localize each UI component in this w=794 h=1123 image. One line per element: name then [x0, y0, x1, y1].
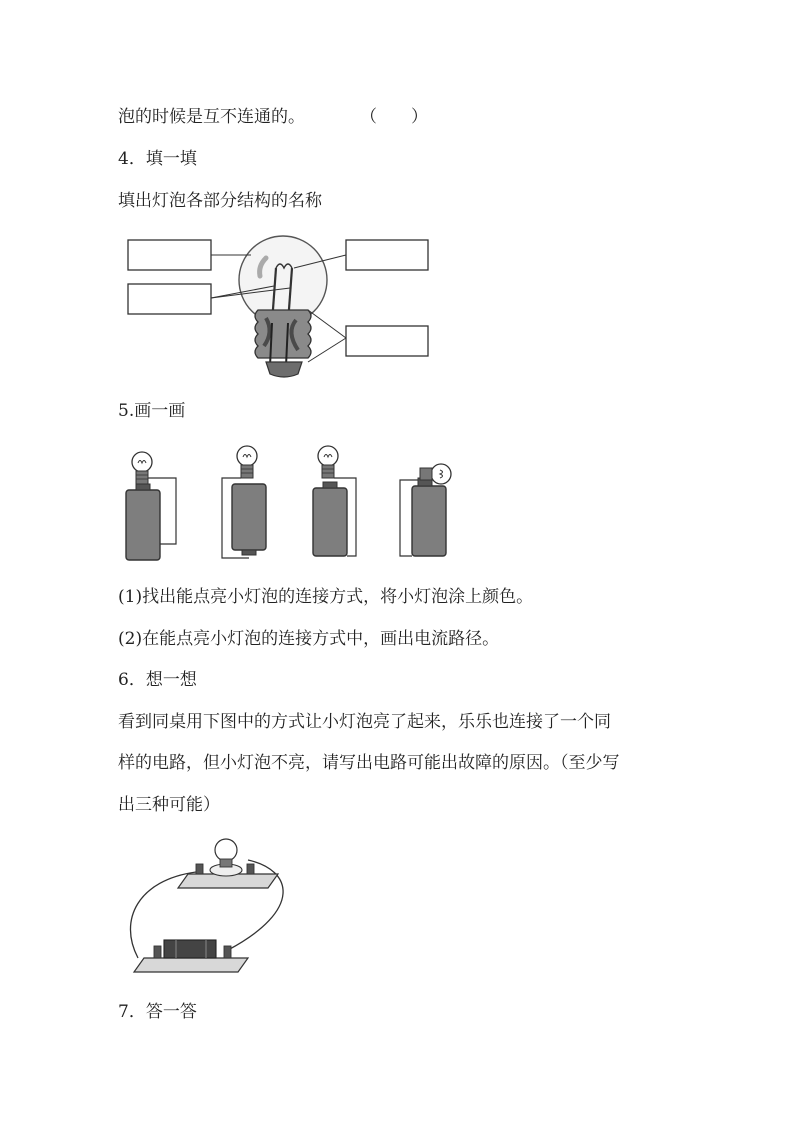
circuit-4[interactable] — [400, 464, 451, 556]
q4-title: 4．填一填 — [118, 149, 197, 169]
q7-title: 7．答一答 — [118, 1002, 197, 1022]
bulb-label-box-3[interactable] — [346, 240, 428, 270]
battery-board-shape — [134, 958, 248, 972]
circuit-2[interactable] — [222, 446, 266, 558]
battery-shape — [164, 940, 216, 958]
battery-bulb-circuits — [118, 440, 458, 565]
circuit-board-diagram — [118, 830, 308, 985]
q6-title: 6．想一想 — [118, 670, 197, 690]
q6-line-2: 样的电路，但小灯泡不亮，请写出电路可能出故障的原因。（至少写 — [118, 753, 620, 773]
q5-title: 5.画一画 — [118, 401, 186, 421]
q6-line-3: 出三种可能） — [118, 795, 220, 815]
q3-answer-bracket[interactable]: （ ） — [360, 107, 428, 127]
q5-item-1: (1)找出能点亮小灯泡的连接方式，将小灯泡涂上颜色。 — [118, 587, 534, 607]
screw-base-shape — [255, 310, 311, 358]
bulb-structure-diagram — [118, 228, 438, 388]
bulb-label-box-4[interactable] — [346, 326, 428, 356]
circuit-3[interactable] — [313, 446, 356, 556]
circuit-1[interactable] — [126, 452, 176, 560]
q4-prompt: 填出灯泡各部分结构的名称 — [118, 191, 322, 211]
q3-text: 泡的时候是互不连通的。 — [118, 107, 305, 127]
bulb-contact-shape — [266, 362, 302, 377]
bulb-label-box-2[interactable] — [128, 284, 211, 314]
bulb-label-box-1[interactable] — [128, 240, 211, 270]
q5-item-2: (2)在能点亮小灯泡的连接方式中，画出电流路径。 — [118, 629, 500, 649]
q6-line-1: 看到同桌用下图中的方式让小灯泡亮了起来，乐乐也连接了一个同 — [118, 712, 611, 732]
